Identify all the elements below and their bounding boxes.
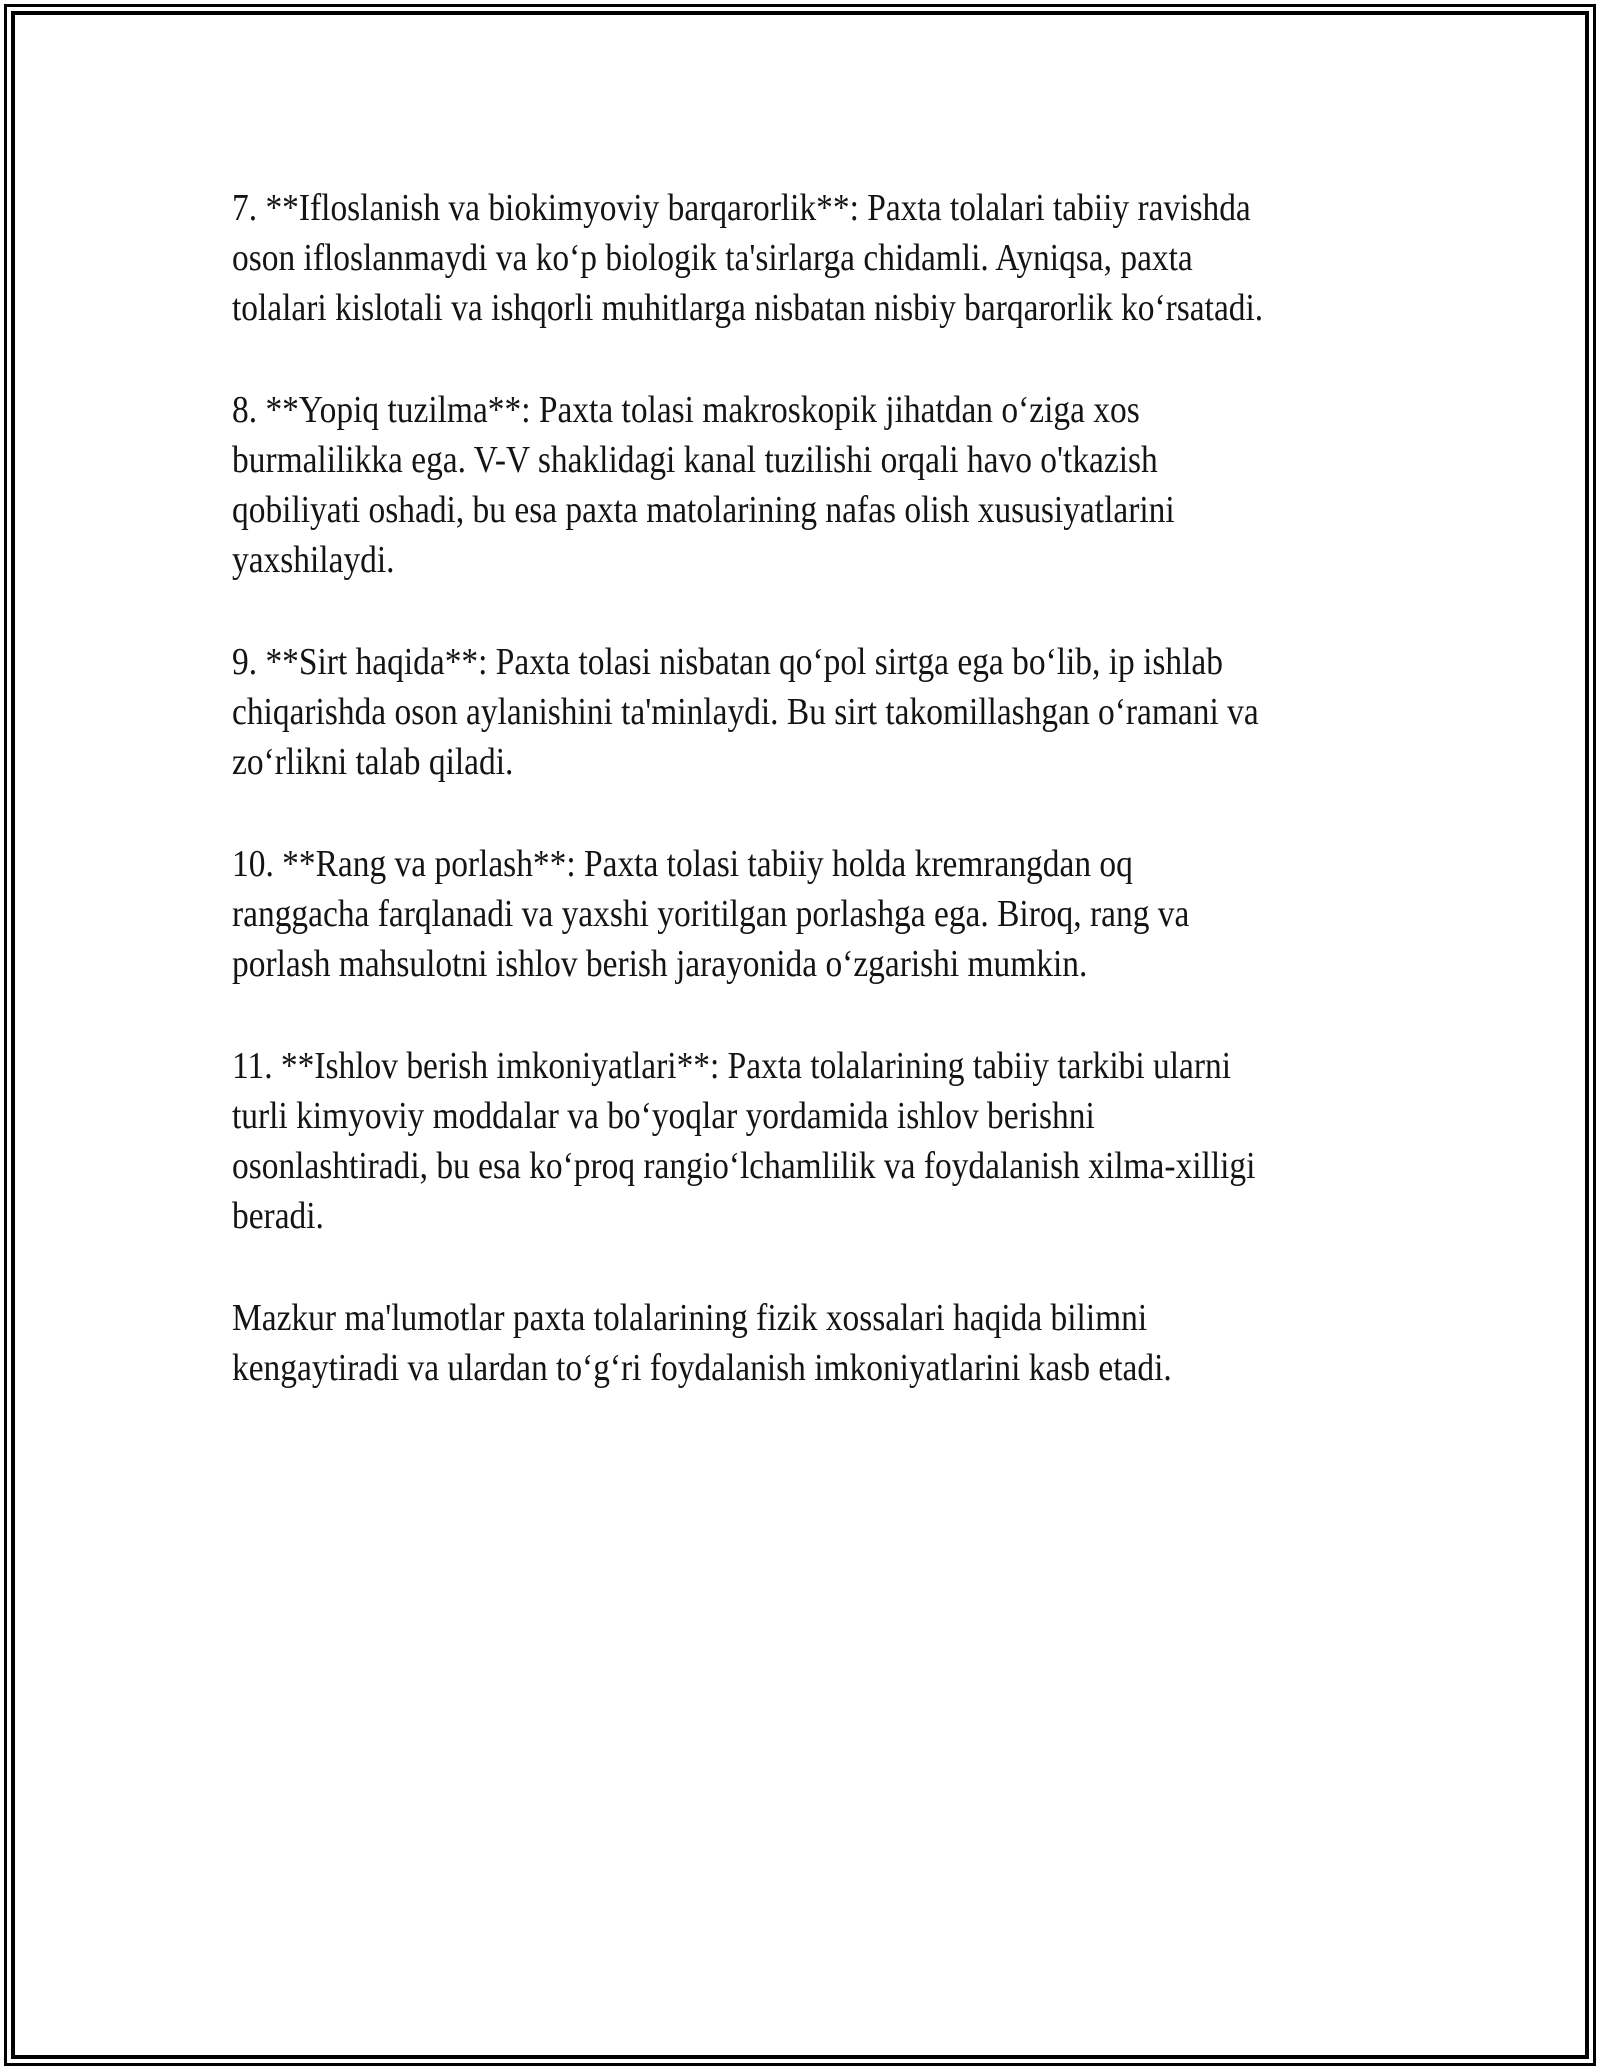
text-line: 9. **Sirt haqida**: Paxta tolasi nisbatan qo‘pol sirtga ega bo‘lib, ip ishlab [232, 641, 1223, 683]
text-line: 11. **Ishlov berish imkoniyatlari**: Paxta tolalarining tabiiy tarkibi ularni [232, 1045, 1231, 1087]
paragraph [232, 637, 1350, 787]
text-line: chiqarishda oson aylanishini ta'minlaydi. Bu sirt takomillashgan o‘ramani va [232, 691, 1259, 733]
paragraph [232, 183, 1350, 333]
text-line: turli kimyoviy moddalar va bo‘yoqlar yordamida ishlov berishni [232, 1095, 1095, 1137]
paragraph [232, 1041, 1350, 1241]
text-line: tolalari kislotali va ishqorli muhitlarga nisbatan nisbiy barqarorlik ko‘rsatadi. [232, 287, 1264, 329]
text-line: Mazkur ma'lumotlar paxta tolalarining fizik xossalari haqida bilimni [232, 1297, 1148, 1339]
paragraph [232, 385, 1350, 585]
text-line: kengaytiradi va ulardan to‘g‘ri foydalanish imkoniyatlarini kasb etadi. [232, 1347, 1172, 1389]
text-line: oson ifloslanmaydi va ko‘p biologik ta'sirlarga chidamli. Ayniqsa, paxta [232, 237, 1193, 279]
text-line: porlash mahsulotni ishlov berish jarayonida o‘zgarishi mumkin. [232, 943, 1088, 985]
text-line: beradi. [232, 1195, 324, 1237]
document-body [232, 183, 1350, 1445]
text-line: qobiliyati oshadi, bu esa paxta matolarining nafas olish xususiyatlarini [232, 489, 1175, 531]
paragraph [232, 1293, 1350, 1393]
text-line: 7. **Ifloslanish va biokimyoviy barqarorlik**: Paxta tolalari tabiiy ravishda [232, 187, 1251, 229]
text-line: osonlashtiradi, bu esa ko‘proq rangio‘lchamlilik va foydalanish xilma-xilligi [232, 1145, 1256, 1187]
paragraph [232, 839, 1350, 989]
text-line: burmalilikka ega. V-V shaklidagi kanal tuzilishi orqali havo o'tkazish [232, 439, 1158, 481]
text-line: 10. **Rang va porlash**: Paxta tolasi tabiiy holda kremrangdan oq [232, 843, 1133, 885]
text-line: ranggacha farqlanadi va yaxshi yoritilgan porlashga ega. Biroq, rang va [232, 893, 1190, 935]
text-line: yaxshilaydi. [232, 539, 395, 581]
text-line: 8. **Yopiq tuzilma**: Paxta tolasi makroskopik jihatdan o‘ziga xos [232, 389, 1140, 431]
text-line: zo‘rlikni talab qiladi. [232, 741, 514, 783]
